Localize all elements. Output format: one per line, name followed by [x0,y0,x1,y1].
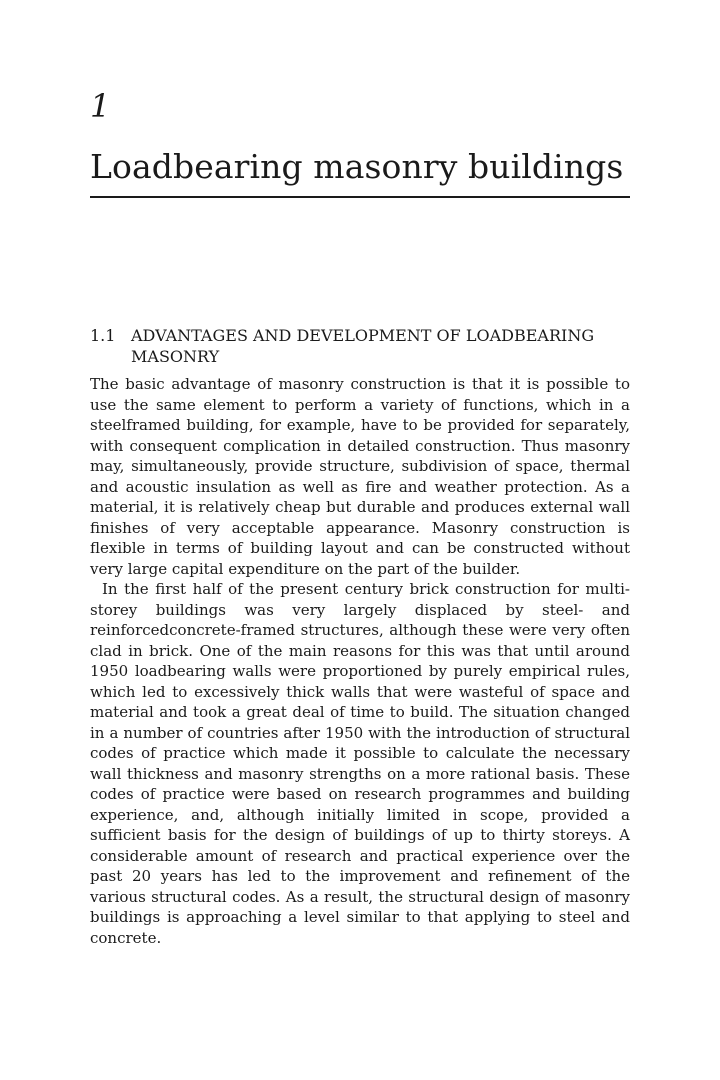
section-heading [90,325,630,367]
section-number: 1.1 [90,326,116,345]
body-text [90,374,630,948]
chapter-number: 1 [90,87,111,125]
section-title: ADVANTAGES AND DEVELOPMENT OF LOADBEARING MASONRY [131,326,595,366]
paragraph: The basic advantage of masonry construction is that it is possible to use the same element to perform a variety of functions, which in a steelframed building, for example, have to be provided for separately, with consequent complication in detailed construction. Thus masonry may, simultaneously, provide structure, subdivision of space, thermal and acoustic insulation as well as fire and weather protection. As a material, it is relatively cheap but durable and produces external wall finishes of very acceptable appearance. Masonry construction is flexible in terms of building layout and can be constructed without very large capital expenditure on the part of the builder. [90,375,630,578]
paragraph: In the first half of the present century brick construction for multi-storey buildings was very largely displaced by steel- and reinforcedconcrete-framed structures, although these were very often clad in brick. One of the main reasons for this was that until around 1950 loadbearing walls were proportioned by purely empirical rules, which led to excessively thick walls that were wasteful of space and material and took a great deal of time to build. The situation changed in a number of countries after 1950 with the introduction of structural codes of practice which made it possible to calculate the necessary wall thickness and masonry strengths on a more rational basis. These codes of practice were based on research programmes and building experience, and, although initially limited in scope, provided a sufficient basis for the design of buildings of up to thirty storeys. A considerable amount of research and practical experience over the past 20 years has led to the improvement and refinement of the various structural codes. As a result, the structural design of masonry buildings is approaching a level similar to that applying to steel and concrete. [90,580,630,947]
title-rule [90,196,630,198]
chapter-title: Loadbearing masonry buildings [90,147,624,186]
book-page [90,0,630,1080]
